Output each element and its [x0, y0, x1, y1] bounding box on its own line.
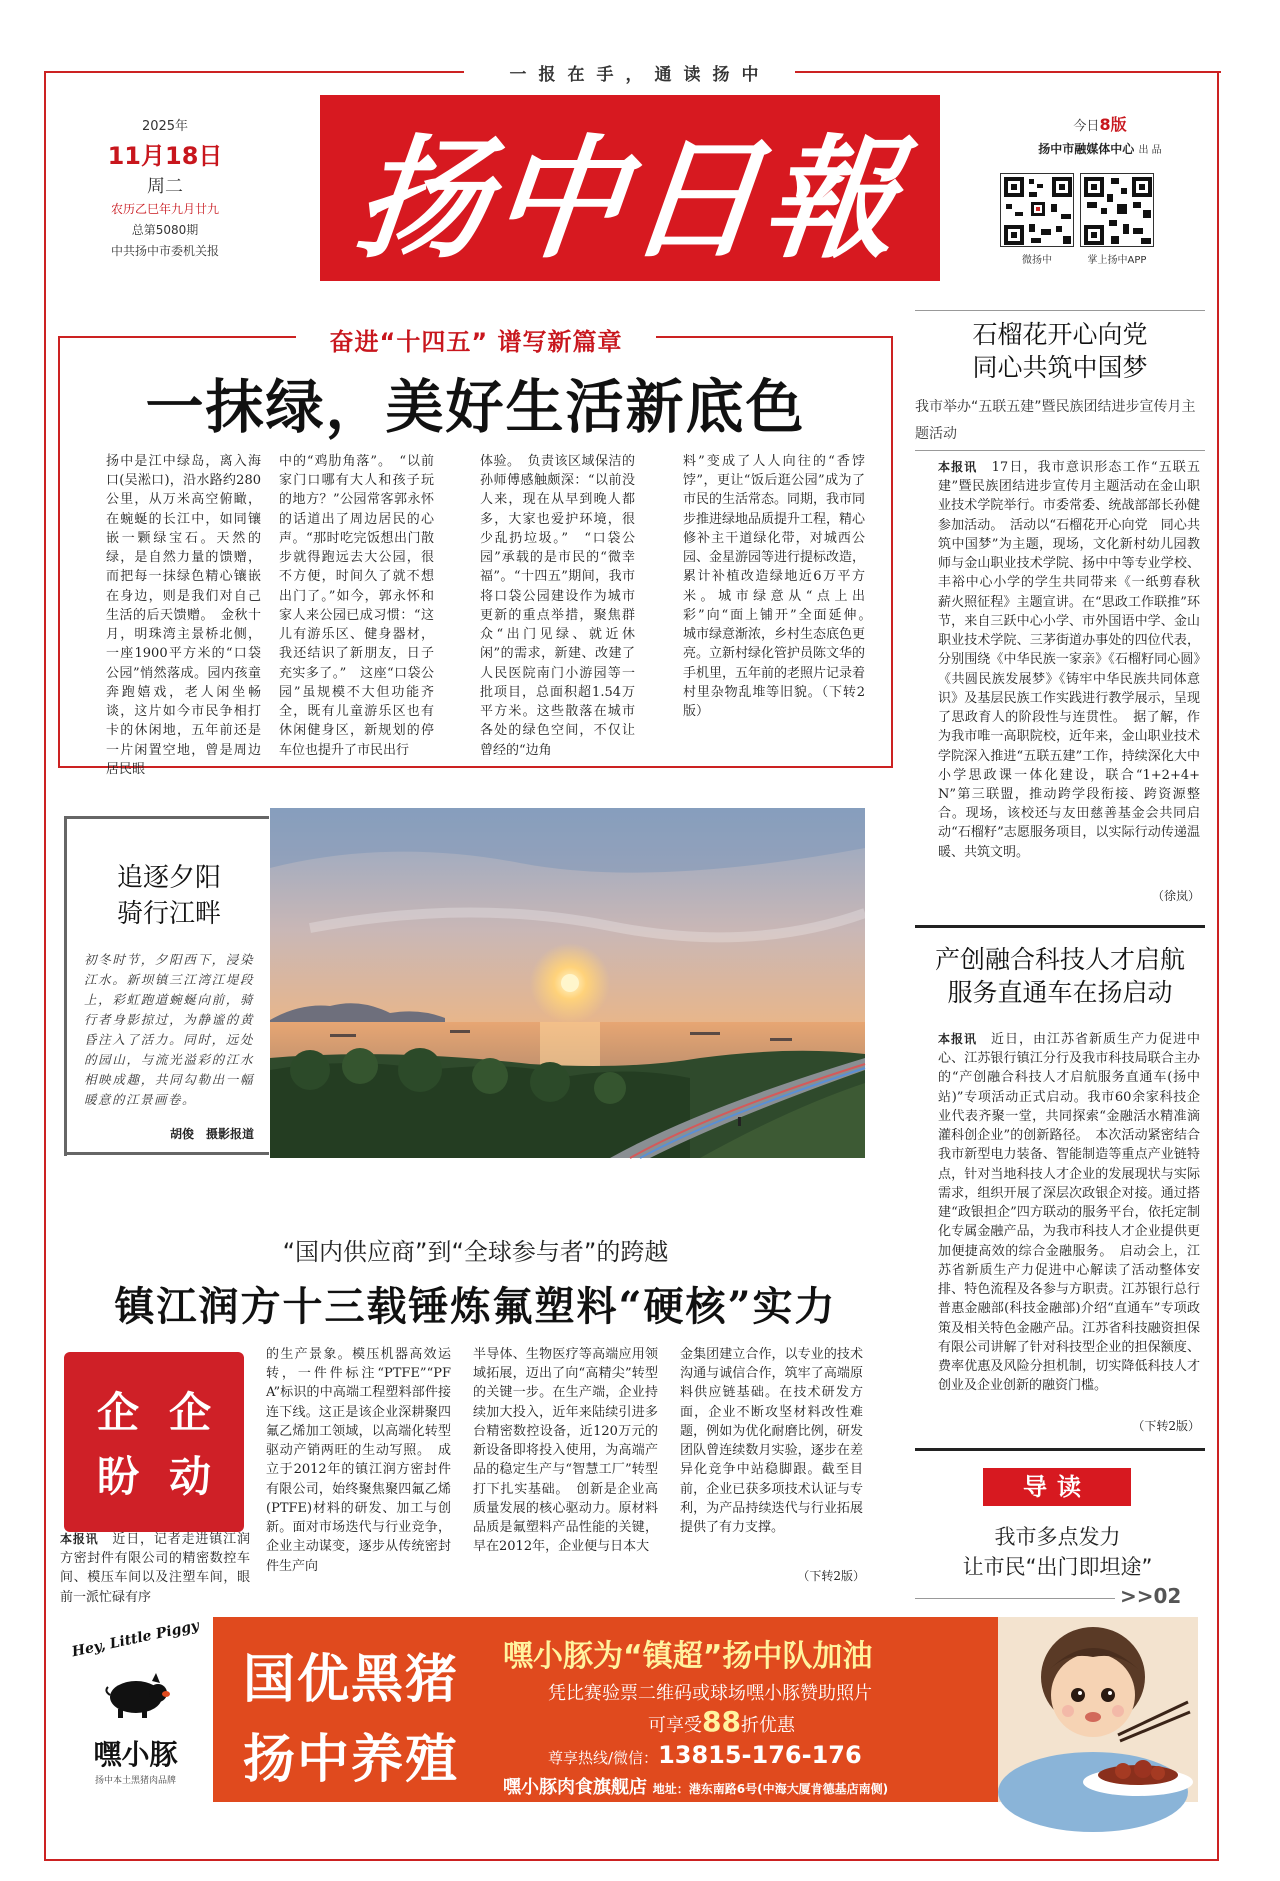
ad-brand-english: Hey, Little Piggy [70, 1617, 201, 1661]
right-story2-headline-line1: 产创融合科技人才启航 [934, 945, 1185, 974]
photo-credit: 胡俊 摄影报道 [169, 1127, 254, 1141]
ad-discount-number: 88 [702, 1705, 741, 1738]
story2-kicker: “国内供应商”到“全球参与者”的跨越 [282, 1238, 669, 1266]
qr-icon [1001, 174, 1075, 248]
lead-column-2: 中的“鸡肋角落”。 “以前家门口哪有大人和孩子玩的地方？”公园常客郭永怀的话道出了周边居民的心声。“那时吃完饭想出门散步就得跑远去大公园，很不方便，时间久了就不想出门了。”如今，郭永怀和家人来公园已成习惯：“这儿有游乐区、健身器材，我还结识了新朋友，日子充实多了。” 这座“口袋公园”虽规模不大但功能齐全，既有儿童游乐区也有休闲健身区，新规划的停车位也提升了市民出行 [279, 454, 434, 758]
ad-line2-post: 折优惠 [740, 1715, 795, 1736]
right-story2-body [938, 1030, 1200, 1430]
ad-hotline-label: 尊享热线/微信： [548, 1749, 659, 1767]
ad-hotline-number[interactable]: 13815-176-176 [658, 1741, 862, 1769]
seal-char-3: 盼 [96, 1452, 139, 1501]
right-story2-byline: 本报讯 [938, 1032, 977, 1046]
today-pages [1000, 112, 1200, 135]
ad-line-1: 凭比赛验票二维码或球场嘿小豚赞助照片 [548, 1683, 872, 1704]
today-pages-count: 8版 [1099, 115, 1127, 134]
guide-teaser[interactable] [925, 1522, 1190, 1583]
ad-brand-tag: 扬中本土黑猪肉品牌 [94, 1776, 176, 1786]
right-story1-author: （徐岚） [1151, 889, 1200, 903]
right-story1-byline: 本报讯 [938, 460, 978, 474]
masthead-issue: 总第5080期 [131, 223, 199, 237]
today-prefix: 今日 [1073, 119, 1100, 134]
guide-line2: 让市民“出门即坦途” [962, 1555, 1153, 1580]
seal-char-1: 企 [96, 1388, 139, 1437]
right-story1-text: 17日，我市意识形态工作“五联五建”暨民族团结进步宣传月主题活动在金山职业技术学院举行。市委常委、统战部部长孙健参加活动。 活动以“石榴花开心向党 同心共筑中国梦”为主题，现场，文化新村幼儿园教师与金山职业技术学院、扬中中等专业学校、丰裕中心小学的学生共同带来《一纸剪春秋 薪火照征程》主题宣讲。在“思政工作联推”环节，来自三跃中心小学、市外国语中学、金山职业技术学院、三茅街道办事处的四位代表，分别围绕《中华民族一家亲》《石榴籽同心圆》《共圆民族发展梦》《铸牢中华民族共同体意识》及基层民族工作实践进行教学展示，呈现了思政育人的阶段性与连贯性。 据了解，作为我市唯一高职院校，近年来，金山职业技术学院深入推进“五联五建”工作，持续深化大中小学思政课一体化建设，联合“1+2+4+N”第三联盟，推动跨学段衔接、跨资源整合。现场，该校还与友田慈善基金会共同启动“石榴籽”志愿服务项目，以实际行动传递温暖、共筑文明。 [938, 460, 1214, 860]
lead-column-4: 料”变成了人人向往的“香饽饽”，更让“饭后逛公园”成为了市民的生活常态。同期，我市同步推进绿地品质提升工程，精心修补主干道绿化带，对城西公园、金星游园等进行提标改造，累计补植改造绿地近6万平方米。城市绿意从“点上出彩”向“面上铺开”全面延伸。 城市绿意渐浓，乡村生态底色更亮。立新村绿化管护员陈文华的手机里，五年前的老照片记录着村里杂物乱堆等旧貌。（下转2版） [683, 454, 879, 720]
masthead-organ: 中共扬中市委机关报 [110, 244, 219, 258]
right-story2-text: 近日，由江苏省新质生产力促进中心、江苏银行镇江分行及我市科技局联合主办的“产创融合科技人才启航服务直通车(扬中站)”专项活动正式启动。我市60余家科技企业代表齐聚一堂，共同探索“金融活水精准滴灌科创企业”的创新路径。 本次活动紧密结合我市新型电力装备、智能制造等重点产业链特点，针对当地科技人才企业的发展现状与实际需求，组织开展了深层次政银企对接。通过搭建“政银担企”四方联动的服务平台，依托定制化专属金融产品，为我市科技人才企业提供更加便捷高效的综合金融服务。 启动会上，江苏省新质生产力促进中心解读了活动整体安排、特色流程及各参与方职责。江苏银行总行普惠金融部(科技金融部)介绍“直通车”专项政策及相关特色金融产品。江苏省科技融资担保有限公司讲解了针对科技型企业的担保额度、费率优惠及风险分担机制，切实降低科技人才创业及企业创新的融资门槛。 [938, 1032, 1200, 1394]
sunset-riverside-photo[interactable] [270, 808, 865, 1158]
newspaper-nameplate [320, 95, 940, 281]
story2-headline[interactable]: 镇江润方十三载锤炼氟塑料“硬核”实力 [114, 1283, 837, 1330]
qr-code-app[interactable] [1080, 173, 1154, 247]
story2-byline: 本报讯 [60, 1532, 99, 1546]
photo-title-line1: 追逐夕阳 [116, 863, 221, 893]
story2-column-1: 的生产景象。模压机器高效运转，一件件标注“PTFE”“PFA”标识的中高端工程塑料部件接连下线。这正是该企业深耕聚四氟乙烯加工领域，以高端化转型驱动产销两旺的生动写照。 成立于2012年的镇江润方密封件有限公司，始终聚焦聚四氟乙烯(PTFE)材料的研发、加工与创新。面对市场迭代与行业竞争，企业主动谋变，逐步从传统密封件生产向 [266, 1347, 451, 1574]
top-slogan: 一报在手，通读扬中 [509, 65, 771, 85]
qr-icon [1081, 174, 1155, 248]
nameplate-text: 扬中日報 [348, 122, 909, 277]
sunset-image [270, 808, 865, 1158]
masthead-date: 11月18日 [107, 142, 223, 170]
right-story2-headline-line2: 服务直通车在扬启动 [947, 978, 1173, 1007]
guide-line1: 我市多点发力 [994, 1525, 1121, 1549]
ad-logo [58, 1617, 213, 1802]
seal-char-4: 动 [168, 1452, 211, 1501]
story2-continued: （下转2版） [797, 1569, 865, 1583]
pig-icon [100, 1669, 172, 1719]
ad-store-name: 嘿小豚肉食旗舰店 [503, 1777, 647, 1798]
lead-kicker: 奋进“十四五” 谱写新篇章 [296, 322, 656, 352]
photo-caption: 初冬时节，夕阳西下，浸染江水。新坝镇三江湾江堤段上，彩虹跑道蜿蜒向前，骑行者身影掠过，为静谧的黄昏注入了活力。同时，远处的园山，与流光溢彩的江水相映成趣，共同勾勒出一幅暖意的江景画卷。 [84, 952, 254, 1107]
masthead-year: 2025年 [141, 119, 189, 134]
guide-rule [915, 1598, 1115, 1599]
story2-column-3: 金集团建立合作，以专业的技术沟通与诚信合作，筑牢了高端原料供应链基础。在技术研发方面，企业不断攻坚材料改性难题，例如为优化耐磨比例，研发团队曾连续数月实验，逐步在差异化竞争中站稳脚跟。截至目前，企业已获多项技术认证与专利，为产品持续迭代与行业拓展提供了有力支撑。 [680, 1347, 863, 1536]
photo-frame-bottom [64, 1152, 269, 1155]
right-story2-continued: （下转2版） [1132, 1419, 1200, 1433]
ad-slogan-2: 扬中养殖 [243, 1730, 460, 1790]
right-rule-bottom [915, 1448, 1205, 1451]
ad-line2-pre: 可享受 [648, 1715, 702, 1736]
right-story1-headline[interactable] [915, 318, 1205, 384]
guide-page-link[interactable]: >>02 [1120, 1584, 1182, 1608]
photo-frame-top [64, 816, 269, 819]
photo-title-line2: 骑行江畔 [116, 899, 221, 930]
advertisement-banner[interactable] [58, 1617, 1198, 1802]
photo-frame-left [64, 816, 67, 1156]
ad-line-2 [648, 1705, 795, 1738]
producer [990, 140, 1210, 157]
ad-address: 地址：港东南路6号(中海大厦肯德基店南侧) [652, 1782, 889, 1796]
qr-code-wechat[interactable] [1000, 173, 1074, 247]
producer-name: 扬中市融媒体中心 [1038, 142, 1135, 156]
ad-slogan-1: 国优黑猪 [243, 1650, 460, 1710]
right-story1-headline-line1: 石榴花开心向党 [972, 320, 1148, 349]
right-rule-top [915, 310, 1205, 311]
right-story2-headline[interactable] [910, 943, 1210, 1009]
enterprise-seal [64, 1352, 244, 1532]
right-story1-body [938, 458, 1214, 900]
right-rule-sub [915, 450, 1205, 451]
guide-badge: 导读 [983, 1468, 1131, 1506]
lead-column-3: 体验。 负责该区域保洁的孙师傅感触颇深：“以前没人来，现在从早到晚人都多，大家也爱护环境，很少乱扔垃圾。” “口袋公园”承载的是市民的“微幸福”。“十四五”期间，我市将口袋公园建设作为城市更新的重点举措，聚焦群众“出门见绿、就近休闲”的需求，新建、改建了人民医院南门小游园等一批项目，总面积超1.54万平方米。这些散落在城市各处的绿色空间，不仅让曾经的“边角 [480, 454, 635, 758]
qr2-caption: 掌上扬中APP [1087, 255, 1147, 266]
story2-lead-paragraph: 近日，记者走进镇江润方密封件有限公司的精密数控车间、模压车间以及注塑车间，眼前一派忙碌有序 [60, 1532, 250, 1605]
masthead-lunar-date: 农历乙巳年九月廿九 [110, 202, 219, 216]
producer-suffix: 出 品 [1138, 145, 1162, 156]
ad-store [503, 1773, 888, 1799]
right-rule-mid [915, 925, 1205, 928]
seal-char-2: 企 [168, 1388, 211, 1437]
story2-column-2: 半导体、生物医疗等高端应用领域拓展，迈出了向“高精尖”转型的关键一步。在生产端，企业持续加大投入，近年来陆续引进多台精密数控设备，近120万元的新设备即将投入使用，为高端产品的稳定生产与“智慧工厂”转型打下扎实基础。 创新是企业高质量发展的核心驱动力。原材料品质是氟塑料产品性能的关键，早在2012年，企业便与日本大 [473, 1347, 658, 1555]
story2-lead-text [60, 1530, 250, 1605]
ad-title: 嘿小豚为“镇超”扬中队加油 [503, 1639, 873, 1674]
lead-headline[interactable]: 一抹绿，美好生活新底色 [145, 373, 806, 441]
photo-feature-title[interactable] [84, 860, 254, 933]
ad-brand-name: 嘿小豚 [93, 1738, 178, 1771]
right-story1-subhead: 我市举办“五联五建”暨民族团结进步宣传月主题活动 [915, 399, 1196, 442]
qr1-caption: 微扬中 [1022, 255, 1052, 266]
masthead-weekday: 周二 [147, 176, 183, 197]
lead-column-1: 扬中是江中绿岛，离入海口(吴淞口)，沿水路约280公里，从万米高空俯瞰，在蜿蜒的长江中，如同镶嵌一颗绿宝石。天然的绿，是自然力量的馈赠，而把每一抹绿色精心镶嵌在身边，则是我们对自己生活的后天馈赠。 金秋十月，明珠湾主景桥北侧，一座1900平方米的“口袋公园”悄然落成。园内孩童奔跑嬉戏，老人闲坐畅谈，这片如今市民争相打卡的休闲地，五年前还是一片闲置空地，曾是周边居民眼 [106, 454, 261, 777]
right-story1-headline-line2: 同心共筑中国梦 [972, 353, 1148, 382]
child-eating-illustration [998, 1617, 1198, 1802]
ad-hotline [548, 1741, 862, 1769]
